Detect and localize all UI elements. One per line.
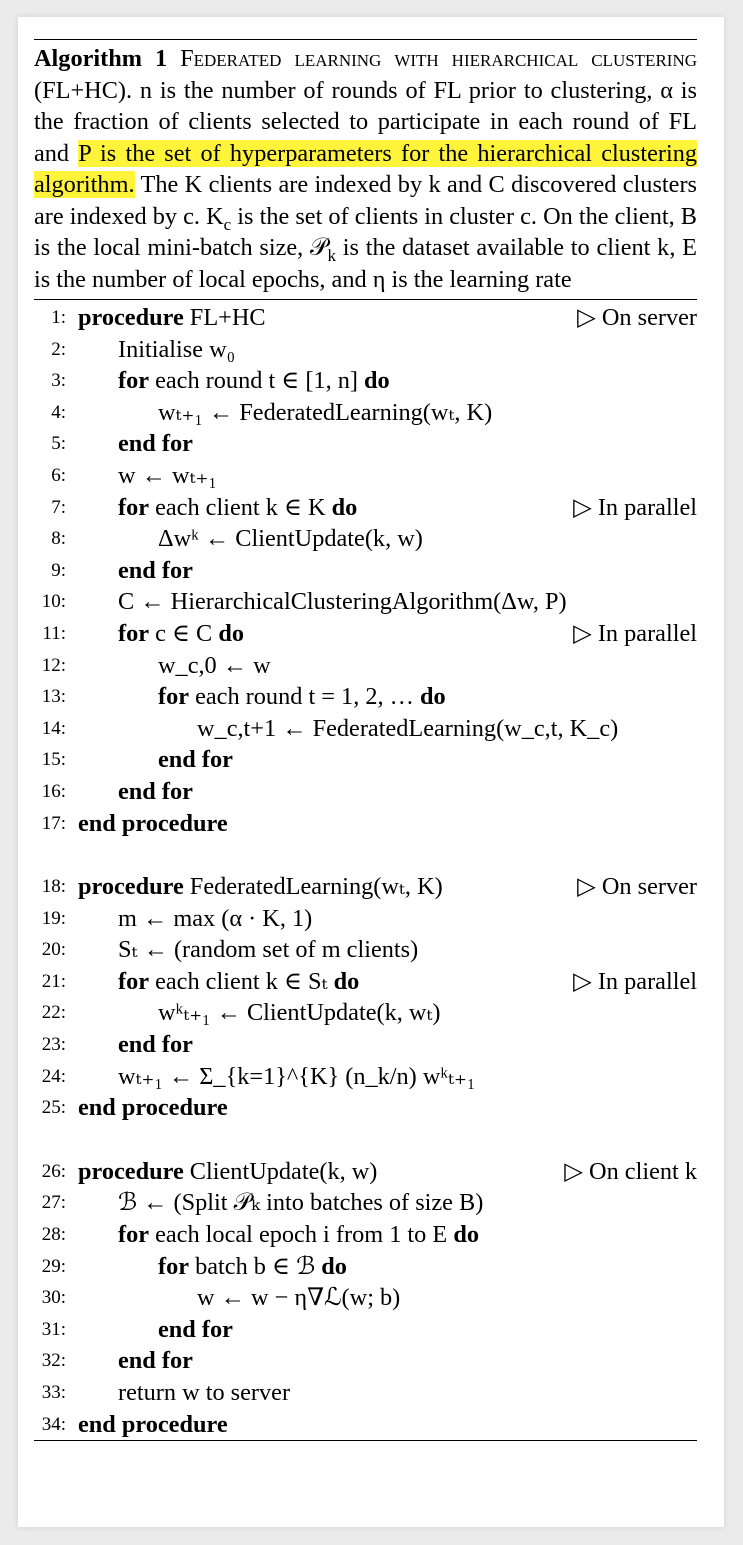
line-code: end for	[118, 777, 193, 805]
line-number: 2:	[51, 338, 66, 360]
line-code: for each client k ∈ K do	[118, 493, 358, 521]
line-code: w ← wₜ₊₁	[118, 461, 217, 489]
line-code: procedure ClientUpdate(k, w)	[78, 1157, 378, 1185]
algorithm-line	[34, 966, 697, 998]
line-code: Δwᵏ ← ClientUpdate(k, w)	[158, 525, 423, 553]
line-code: ℬ ← (Split 𝒫ₖ into batches of size B)	[118, 1189, 484, 1217]
line-number: 15:	[41, 749, 66, 771]
line-number: 31:	[41, 1318, 66, 1340]
caption-sub-k: k	[327, 245, 336, 265]
algorithm-line	[34, 1314, 697, 1346]
algorithm-line	[34, 460, 697, 492]
algorithm-line	[34, 618, 697, 650]
algorithm-line	[34, 334, 697, 366]
algorithm-line	[34, 934, 697, 966]
line-number: 33:	[41, 1382, 66, 1403]
algorithm-line	[34, 302, 697, 334]
algorithm-line	[34, 744, 697, 776]
algorithm-line	[34, 776, 697, 808]
line-number: 27:	[41, 1192, 66, 1214]
caption-text-c: is the set of clients in cluster c. On the client, B is the local mini-batch size, 𝒫	[34, 202, 697, 261]
line-number: 17:	[41, 812, 66, 834]
algorithm-line	[34, 650, 697, 682]
line-number: 8:	[51, 528, 66, 550]
bottom-rule	[34, 1440, 697, 1441]
algorithm-title: Algorithm 1	[34, 45, 168, 72]
algorithm-line	[34, 586, 697, 618]
line-number: 20:	[41, 939, 66, 961]
line-number: 26:	[41, 1160, 66, 1182]
line-code: for batch b ∈ ℬ do	[158, 1252, 347, 1280]
algorithm-line	[34, 1156, 697, 1188]
algorithm-line	[34, 523, 697, 555]
line-code: return w to server	[118, 1379, 291, 1406]
algorithm-lines	[34, 302, 697, 1440]
algorithm-line	[34, 1061, 697, 1093]
line-code: C ← HierarchicalClusteringAlgorithm(Δw, P)	[118, 588, 567, 616]
line-code: procedure FederatedLearning(wₜ, K)	[78, 873, 443, 901]
line-number: 34:	[41, 1413, 66, 1435]
algorithm-line	[34, 1187, 697, 1219]
line-number: 14:	[41, 717, 66, 739]
line-comment: ▷ On client k	[564, 1157, 697, 1185]
algorithm-line	[34, 555, 697, 587]
line-code: for each round t = 1, 2, … do	[158, 683, 446, 711]
line-comment: ▷ In parallel	[573, 619, 697, 647]
algorithm-line	[34, 1219, 697, 1251]
line-number: 28:	[41, 1224, 66, 1246]
line-number: 7:	[51, 496, 66, 518]
line-code: for each client k ∈ Sₜ do	[118, 967, 360, 995]
algorithm-line	[34, 871, 697, 903]
line-code: end procedure	[78, 809, 228, 837]
algorithm-line	[34, 1092, 697, 1124]
line-comment: ▷ In parallel	[573, 493, 697, 521]
algorithm-name-abbr: (FL+HC).	[34, 76, 133, 104]
caption-sub-c: c	[223, 214, 232, 234]
algorithm-line	[34, 997, 697, 1029]
line-code: for each round t ∈ [1, n] do	[118, 367, 390, 395]
line-code: m ← max (α · K, 1)	[118, 904, 313, 932]
algorithm-line	[34, 428, 697, 460]
line-code: end for	[158, 746, 233, 774]
line-code: end procedure	[78, 1410, 228, 1438]
line-comment: ▷ On server	[577, 873, 697, 901]
algorithm-caption	[34, 43, 697, 295]
line-code: wᵏₜ₊₁ ← ClientUpdate(k, wₜ)	[158, 999, 441, 1027]
line-number: 23:	[41, 1034, 66, 1056]
line-number: 16:	[41, 780, 66, 802]
line-code: w ← w − η∇ℒ(w; b)	[197, 1284, 401, 1312]
algorithm-line	[34, 1409, 697, 1441]
algorithm-line	[34, 397, 697, 429]
line-number: 12:	[41, 654, 66, 676]
caption-text-b: The K clients are indexed by k and C discovered clusters are indexed by c. K	[34, 171, 697, 230]
algorithm-name: Federated learning with hierarchical clustering	[180, 45, 697, 72]
algorithm-line	[34, 1345, 697, 1377]
line-number: 13:	[41, 686, 66, 708]
line-number: 22:	[41, 1002, 66, 1024]
line-number: 25:	[41, 1097, 66, 1119]
algorithm-box	[34, 39, 697, 1441]
line-number: 10:	[41, 591, 66, 613]
line-comment: ▷ On server	[577, 304, 697, 331]
caption-text-d: is the dataset available to client k, E is the number of local epochs, and η is the learning rate	[34, 234, 697, 293]
line-number: 11:	[42, 622, 66, 644]
line-code: w_c,0 ← w	[158, 651, 271, 679]
line-code: end for	[118, 430, 193, 458]
line-code: end for	[118, 1347, 193, 1375]
algorithm-line	[34, 1251, 697, 1283]
line-code: for each local epoch i from 1 to E do	[118, 1221, 479, 1249]
line-number: 32:	[41, 1350, 66, 1372]
algorithm-line	[34, 808, 697, 840]
caption-highlight: P is the set of hyperparameters for the hierarchical clustering algorithm.	[34, 139, 698, 198]
line-code: end for	[118, 556, 193, 584]
line-code: wₜ₊₁ ← FederatedLearning(wₜ, K)	[158, 398, 493, 426]
line-number: 4:	[51, 401, 66, 423]
line-number: 18:	[41, 876, 66, 898]
algorithm-line	[34, 713, 697, 745]
top-rule	[34, 39, 697, 40]
line-comment: ▷ In parallel	[573, 967, 697, 995]
line-code: end procedure	[78, 1094, 228, 1122]
page-card	[18, 17, 724, 1527]
line-code: end for	[118, 1031, 193, 1059]
line-number: 3:	[51, 370, 66, 392]
line-code: for c ∈ C do	[118, 619, 244, 647]
line-number: 30:	[41, 1287, 66, 1309]
algorithm-line	[34, 903, 697, 935]
line-number: 5:	[51, 433, 66, 455]
line-code: procedure FL+HC	[78, 304, 266, 331]
line-number: 24:	[41, 1065, 66, 1087]
algorithm-line	[34, 365, 697, 397]
line-number: 21:	[41, 970, 66, 992]
algorithm-line	[34, 1377, 697, 1409]
line-code: Sₜ ← (random set of m clients)	[118, 936, 419, 964]
line-code: Initialise w₀	[118, 335, 236, 363]
line-number: 19:	[41, 907, 66, 929]
line-code: end for	[158, 1315, 233, 1343]
line-number: 9:	[51, 559, 66, 581]
line-code: w_c,t+1 ← FederatedLearning(w_c,t, K_c)	[197, 714, 619, 742]
line-number: 1:	[51, 307, 66, 328]
line-number: 29:	[41, 1255, 66, 1277]
line-number: 6:	[51, 464, 66, 486]
line-code: wₜ₊₁ ← Σ_{k=1}^{K} (n_k/n) wᵏₜ₊₁	[118, 1062, 476, 1090]
algorithm-line	[34, 492, 697, 524]
caption-text-a: n is the number of rounds of FL prior to clustering, α is the fraction of clients selected to participate in each round of FL and	[34, 76, 697, 167]
caption-rule	[34, 299, 697, 300]
algorithm-line	[34, 681, 697, 713]
algorithm-line	[34, 1029, 697, 1061]
algorithm-line	[34, 1282, 697, 1314]
